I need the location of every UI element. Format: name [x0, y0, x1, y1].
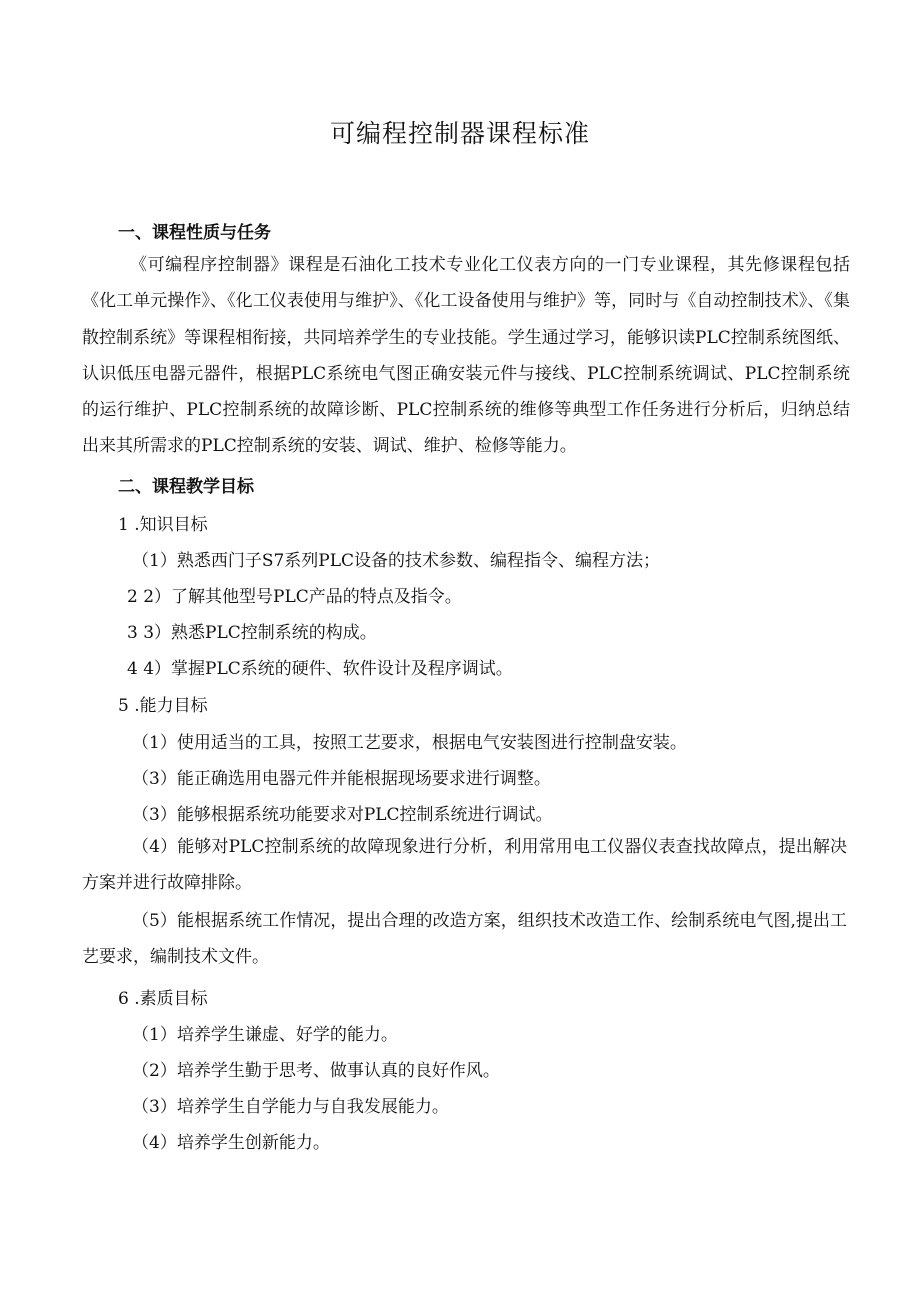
quality-item: （4）培养学生创新能力。 — [132, 1133, 330, 1153]
section1-body: 《可编程序控制器》课程是石油化工技术专业化工仪表方向的一门专业课程，其先修课程包括《化工单元操作》、《化工仪表使用与维护》、《化工设备使用与维护》等，同时与《自动控制技术》、《集散控制系统》等课程相衔接，共同培养学生的专业技能。学生通过学习，能够识读PLC控制系统图纸、认识低压电器元器件，根据PLC系统电气图正确安装元件与接线、PLC控制系统调试、PLC控制系统的运行维护、PLC控制系统的故障诊断、PLC控制系统的维修等典型工作任务进行分析后，归纳总结出来其所需求的PLC控制系统的安装、调试、维护、检修等能力。 — [82, 255, 850, 457]
quality-item: （2）培养学生勤于思考、做事认真的良好作风。 — [132, 1061, 500, 1081]
knowledge-item: 2 2）了解其他型号PLC产品的特点及指令。 — [127, 587, 462, 607]
knowledge-item: （1）熟悉西门子S7系列PLC设备的技术参数、编程指令、编程方法； — [132, 551, 661, 571]
document-title: 可编程控制器课程标准 — [329, 119, 590, 148]
ability-item: （3）能够根据系统功能要求对PLC控制系统进行调试。 — [132, 805, 553, 825]
section1-heading: 一、课程性质与任务 — [118, 223, 271, 243]
ability-label: 5 .能力目标 — [118, 696, 208, 716]
quality-item: （3）培养学生自学能力与自我发展能力。 — [132, 1097, 449, 1117]
quality-label: 6 .素质目标 — [118, 989, 208, 1009]
knowledge-item: 3 3）熟悉PLC控制系统的构成。 — [127, 623, 377, 643]
section2-heading: 二、课程教学目标 — [118, 477, 254, 497]
quality-item: （1）培养学生谦虚、好学的能力。 — [132, 1025, 398, 1045]
ability-item: （1）使用适当的工具，按照工艺要求，根据电气安装图进行控制盘安装。 — [132, 733, 687, 753]
knowledge-label: 1 .知识目标 — [118, 515, 208, 535]
knowledge-item: 4 4）掌握PLC系统的硬件、软件设计及程序调试。 — [127, 659, 513, 679]
ability-item: （4）能够对PLC控制系统的故障现象进行分析，利用常用电工仪器仪表查找故障点，提出解决方案并进行故障排除。 — [82, 837, 847, 893]
ability-item: （5）能根据系统工作情况，提出合理的改造方案，组织技术改造工作、绘制系统电气图,提出工艺要求，编制技术文件。 — [82, 911, 847, 967]
ability-item: （3）能正确选用电器元件并能根据现场要求进行调整。 — [132, 769, 551, 789]
